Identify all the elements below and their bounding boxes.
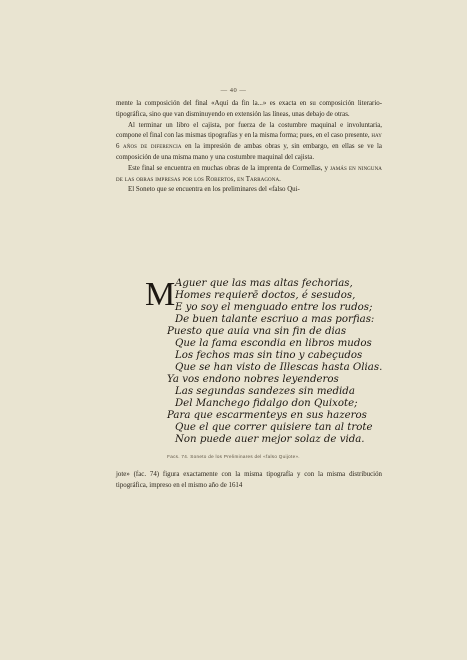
sonnet-line: Que se han visto de Illescas hasta Olias. <box>175 362 383 373</box>
paragraph-1: mente la composición del final «Aquí da fin la...» es exacta en su composición literario-tipográfica, sino que van disminuyendo en extensión las líneas, unas debajo de otras. <box>116 100 382 118</box>
sonnet-line: Puesto que auia vna sin fin de dias <box>167 326 347 337</box>
sonnet-line: De buen talante escriuo a mas porfias: <box>175 314 375 325</box>
paragraph-3-text-a: Este final se encuentra en muchas obras de la imprenta de Cormellas, y <box>128 164 330 172</box>
sonnet-line: Las segundas sandezes sin medida <box>175 386 355 397</box>
sonnet-line: Del Manchego fidalgo don Quixote; <box>175 398 358 409</box>
sonnet-line: Que el que correr quisiere tan al trote <box>175 422 373 433</box>
sonnet-line: Homes requierē doctos, é sesudos, <box>175 290 356 301</box>
paragraph-2 <box>116 121 382 164</box>
body-text <box>116 99 382 196</box>
sonnet-dropcap: M <box>145 276 176 313</box>
sonnet-line: Non puede auer mejor solaz de vida. <box>175 434 365 445</box>
page-number: — 40 — <box>220 87 247 94</box>
paragraph-2-text-b: en la impresión de ambas obras y, sin embargo, en ellas se ve la composición de una misma mano y una costumbre maquinal del cajista. <box>116 143 382 161</box>
sonnet-line: Aguer que las mas altas fechorias, <box>175 278 353 289</box>
sonnet-line: Para que escarmenteys en sus hazeros <box>167 410 367 421</box>
paragraph-2-smallcaps: hay 6 años de diferencia <box>116 132 382 151</box>
sonnet-line: Los fechos mas sin tino y cabeçudos <box>175 350 363 361</box>
sonnet-line: Que la fama escondia en libros mudos <box>175 338 372 349</box>
figure-caption: Facs. 74. Soneto de los Preliminares del «falso Quijote». <box>167 454 300 459</box>
continuation-text <box>116 470 382 492</box>
sonnet-line: E yo soy el menguado entre los rudos; <box>175 302 373 313</box>
paragraph-2-text-a: Al terminar un libro el cajista, por fuerza de la costumbre maquinal e involuntaria, compone el final con las mismas tipografías y en la misma forma; pues, en el caso presente, <box>116 121 382 140</box>
paragraph-3-smallcaps: jamás en ninguna de las obras impresas por los Robertos, en Tarragona. <box>116 164 383 183</box>
paragraph-3 <box>116 164 382 186</box>
sonnet-line: Ya vos endono nobres leyenderos <box>167 374 339 385</box>
paragraph-5: jote» (fac. 74) figura exactamente con la misma tipografía y con la misma distribución tipográfica, impreso en el mismo año de 1614 <box>116 471 382 489</box>
paragraph-4: El Soneto que se encuentra en los preliminares del «falso Qui- <box>128 186 300 194</box>
